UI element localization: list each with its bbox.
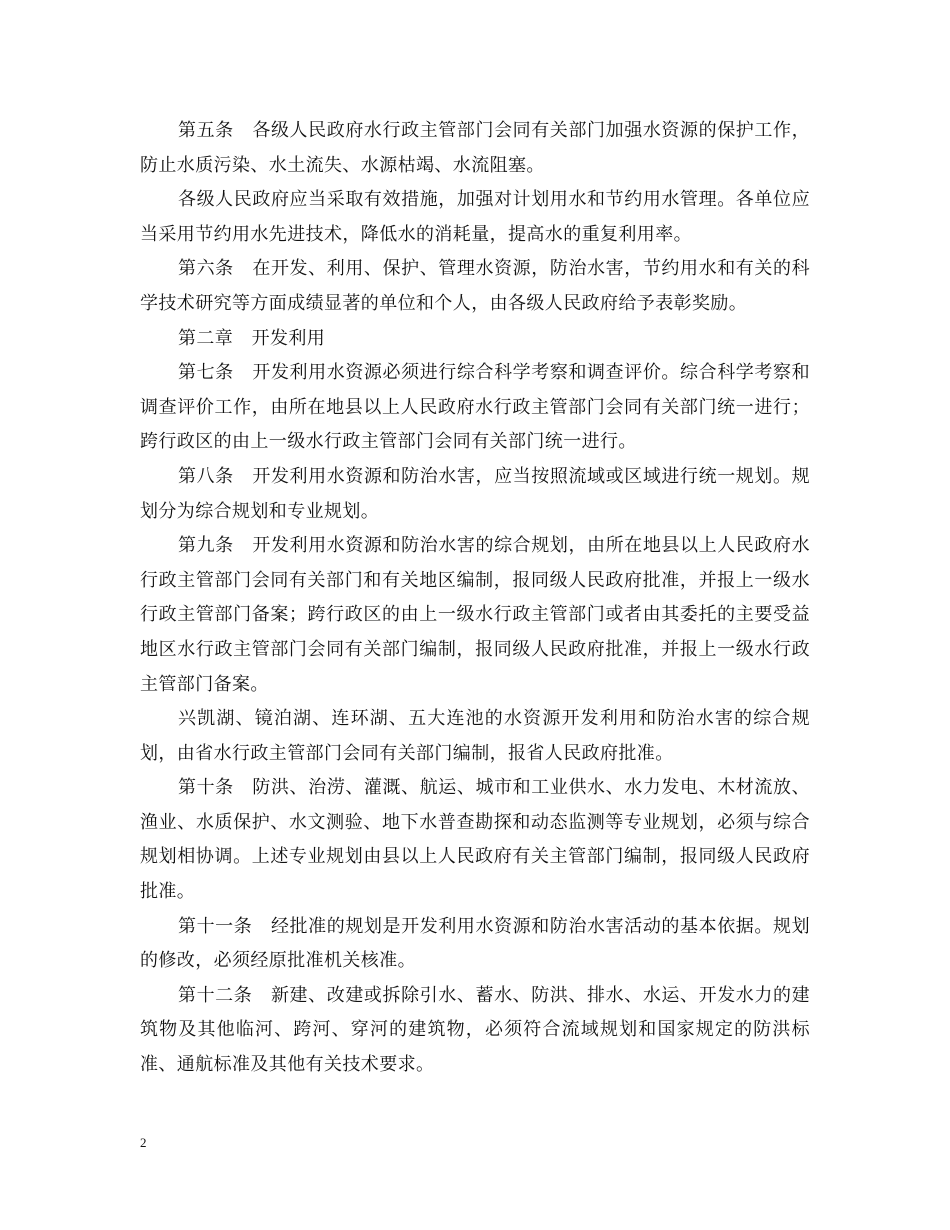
document-body (140, 114, 810, 1083)
paragraph-article-8: 第八条 开发利用水资源和防治水害，应当按照流域或区域进行统一规划。规划分为综合规划和专业规划。 (140, 465, 810, 522)
paragraph-article-6: 第六条 在开发、利用、保护、管理水资源，防治水害，节约用水和有关的科学技术研究等方面成绩显著的单位和个人，由各级人民政府给予表彰奖励。 (140, 258, 810, 314)
paragraph-article-10: 第十条 防洪、治涝、灌溉、航运、城市和工业供水、水力发电、木材流放、渔业、水质保护、水文测验、地下水普查勘探和动态监测等专业规划，必须与综合规划相协调。上述专业规划由县以上人民政府有关主管部门编制，报同级人民政府批准。 (140, 777, 810, 903)
paragraph-article-9: 第九条 开发利用水资源和防治水害的综合规划，由所在地县以上人民政府水行政主管部门会同有关部门和有关地区编制，报同级人民政府批准，并报上一级水行政主管部门备案；跨行政区的由上一级水行政主管部门或者由其委托的主要受益地区水行政主管部门会同有关部门编制，报同级人民政府批准，并报上一级水行政主管部门备案。 (140, 535, 810, 695)
chapter-heading: 第二章 开发利用 (178, 327, 326, 349)
paragraph-article-9-lakes: 兴凯湖、镜泊湖、连环湖、五大连池的水资源开发利用和防治水害的综合规划，由省水行政主管部门会同有关部门编制，报省人民政府批准。 (140, 708, 810, 764)
paragraph-article-5-water-saving: 各级人民政府应当采取有效措施，加强对计划用水和节约用水管理。各单位应当采用节约用水先进技术，降低水的消耗量，提高水的重复利用率。 (140, 189, 810, 245)
paragraph-article-12: 第十二条 新建、改建或拆除引水、蓄水、防洪、排水、水运、开发水力的建筑物及其他临河、跨河、穿河的建筑物，必须符合流域规划和国家规定的防洪标准、通航标准及其他有关技术要求。 (140, 984, 810, 1076)
paragraph-article-7: 第七条 开发利用水资源必须进行综合科学考察和调查评价。综合科学考察和调查评价工作，由所在地县以上人民政府水行政主管部门会同有关部门统一进行；跨行政区的由上一级水行政主管部门会同有关部门统一进行。 (140, 362, 810, 453)
paragraph-article-5: 第五条 各级人民政府水行政主管部门会同有关部门加强水资源的保护工作，防止水质污染、水土流失、水源枯竭、水流阻塞。 (140, 120, 810, 176)
paragraph-article-11: 第十一条 经批准的规划是开发利用水资源和防治水害活动的基本依据。规划的修改，必须经原批准机关核准。 (140, 915, 810, 972)
page-number: 2 (140, 1135, 147, 1150)
